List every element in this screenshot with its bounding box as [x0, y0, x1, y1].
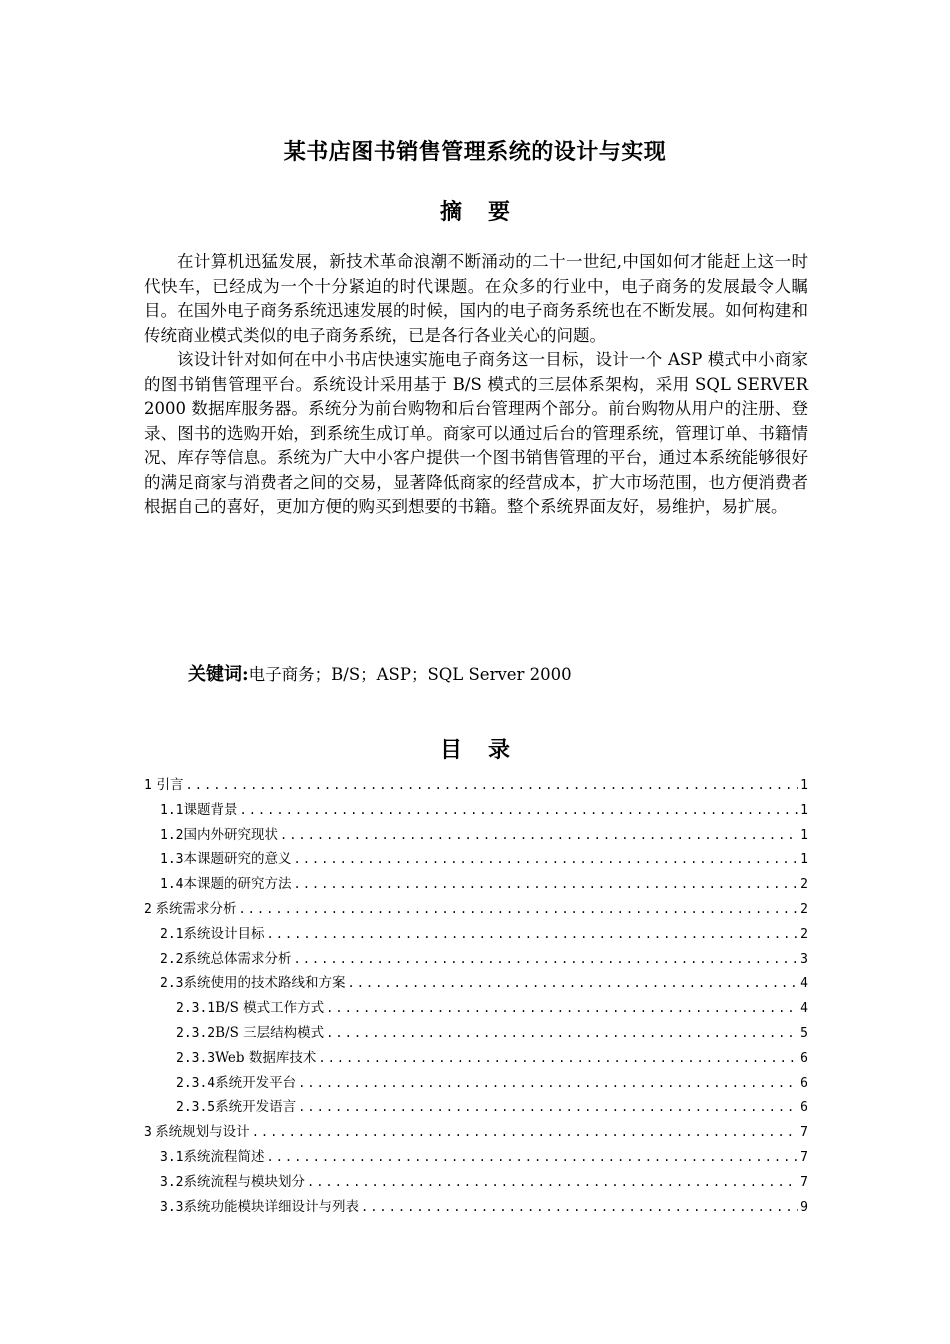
- toc-heading-char-2: 录: [488, 737, 511, 763]
- toc-dot-leader: [238, 897, 798, 922]
- keywords-text: 电子商务；B/S；ASP；SQL Server 2000: [248, 665, 572, 684]
- toc-entry-number: 1.1: [160, 802, 184, 818]
- toc-entry-page: 4: [800, 1001, 808, 1017]
- toc-entry-label: 系统开发语言: [215, 1099, 297, 1116]
- toc-entry[interactable]: [144, 823, 808, 848]
- toc-entry-label: 系统流程与模块划分: [183, 1173, 305, 1190]
- toc-entry-label: B/S 模式工作方式: [215, 1000, 325, 1017]
- keywords-label: 关键词:: [188, 664, 249, 685]
- toc-entry-number: 2: [144, 901, 152, 917]
- toc-entry-page: 6: [800, 1100, 808, 1116]
- abstract-heading: [0, 195, 950, 229]
- toc-dot-leader: [239, 798, 798, 823]
- abstract-heading-char-1: 摘: [439, 199, 462, 225]
- keywords-line: [188, 662, 572, 688]
- toc-entry[interactable]: [144, 996, 808, 1021]
- toc-heading-char-1: 目: [439, 737, 462, 763]
- toc-entry-number: 2.3: [160, 976, 184, 992]
- toc-entry[interactable]: [144, 1170, 808, 1195]
- toc-entry[interactable]: [144, 1021, 808, 1046]
- toc-entry-label: 本课题研究的意义: [183, 851, 292, 868]
- toc-entry-label: 课题背景: [183, 801, 238, 818]
- toc-dot-leader: [326, 996, 798, 1021]
- toc-dot-leader: [280, 823, 798, 848]
- toc-entry-page: 7: [800, 1149, 808, 1165]
- toc-entry-label: 系统需求分析: [155, 900, 237, 917]
- toc-dot-leader: [293, 947, 798, 972]
- toc-heading: [0, 733, 950, 767]
- toc-entry[interactable]: [144, 798, 808, 823]
- toc-entry-number: 3: [144, 1125, 152, 1141]
- toc-entry-page: 6: [800, 1075, 808, 1091]
- toc-dot-leader: [347, 971, 798, 996]
- toc-dot-leader: [266, 922, 798, 947]
- toc-entry[interactable]: [144, 872, 808, 897]
- toc-entry-number: 3.1: [160, 1149, 184, 1165]
- toc-entry[interactable]: [144, 1195, 808, 1220]
- toc-dot-leader: [293, 872, 798, 897]
- toc-entry[interactable]: [144, 1120, 808, 1145]
- table-of-contents: [144, 773, 808, 1219]
- toc-entry-label: 系统流程简述: [183, 1148, 265, 1165]
- toc-entry-page: 1: [800, 802, 808, 818]
- toc-entry-number: 2.3.2: [176, 1025, 216, 1041]
- toc-entry-label: 系统总体需求分析: [183, 950, 292, 967]
- toc-entry-label: 系统开发平台: [215, 1074, 297, 1091]
- toc-entry[interactable]: [144, 1046, 808, 1071]
- toc-entry-page: 3: [800, 951, 808, 967]
- document-title: 某书店图书销售管理系统的设计与实现: [283, 139, 667, 165]
- toc-dot-leader: [361, 1195, 798, 1220]
- toc-dot-leader: [326, 1021, 798, 1046]
- toc-entry-number: 1.4: [160, 877, 184, 893]
- toc-entry-page: 7: [800, 1174, 808, 1190]
- abstract-heading-char-2: 要: [488, 199, 511, 225]
- toc-entry[interactable]: [144, 897, 808, 922]
- toc-entry[interactable]: [144, 773, 808, 798]
- toc-entry-number: 1.3: [160, 852, 184, 868]
- toc-entry-label: 引言: [156, 777, 184, 793]
- toc-entry-label: 系统功能模块详细设计与列表: [183, 1198, 359, 1215]
- toc-dot-leader: [252, 1120, 798, 1145]
- toc-entry-number: 2.3.1: [176, 1001, 216, 1017]
- toc-entry-page: 1: [800, 778, 808, 793]
- toc-entry-number: 2.3.5: [176, 1100, 216, 1116]
- toc-dot-leader: [307, 1170, 798, 1195]
- toc-entry-page: 6: [800, 1050, 808, 1066]
- toc-entry-label: 系统规划与设计: [155, 1124, 250, 1141]
- toc-entry-number: 2.3.3: [176, 1050, 216, 1066]
- toc-entry-label: 系统使用的技术路线和方案: [183, 975, 346, 992]
- toc-entry-label: 国内外研究现状: [183, 826, 278, 843]
- toc-dot-leader: [298, 1071, 798, 1096]
- toc-entry-page: 5: [800, 1025, 808, 1041]
- toc-entry-page: 2: [800, 901, 808, 917]
- toc-dot-leader: [318, 1046, 798, 1071]
- toc-entry-number: 3.3: [160, 1199, 184, 1215]
- toc-entry-page: 4: [800, 976, 808, 992]
- toc-entry-page: 1: [800, 827, 808, 843]
- toc-entry-number: 3.2: [160, 1174, 184, 1190]
- toc-entry[interactable]: [144, 847, 808, 872]
- toc-dot-leader: [266, 1145, 798, 1170]
- toc-entry-number: 1.2: [160, 827, 184, 843]
- toc-entry-number: 1: [144, 778, 152, 793]
- toc-entry-page: 7: [800, 1125, 808, 1141]
- toc-entry-label: 系统设计目标: [183, 925, 265, 942]
- toc-entry-label: B/S 三层结构模式: [215, 1024, 325, 1041]
- toc-entry[interactable]: [144, 922, 808, 947]
- toc-entry-number: 2.2: [160, 951, 184, 967]
- toc-entry-label: 本课题的研究方法: [183, 876, 292, 893]
- toc-entry[interactable]: [144, 1145, 808, 1170]
- toc-dot-leader: [298, 1095, 798, 1120]
- abstract-paragraph: 该设计针对如何在中小书店快速实施电子商务这一目标，设计一个 ASP 模式中小商家的图书销售管理平台。系统设计采用基于 B/S 模式的三层体系架构，采用 SQL SERVER 2000 数据库服务器。系统分为前台购物和后台管理两个部分。前台购物从用户的注册、登录、图书的选购开始，到系统生成订单。商家可以通过后台的管理系统，管理订单、书籍情况、库存等信息。系统为广大中小客户提供一个图书销售管理的平台，通过本系统能够很好的满足商家与消费者之间的交易，显著降低商家的经营成本，扩大市场范围，也方便消费者根据自己的喜好，更加方便的购买到想要的书籍。整个系统界面友好，易维护，易扩展。: [144, 350, 808, 516]
- toc-entry[interactable]: [144, 1095, 808, 1120]
- toc-entry-page: 2: [800, 877, 808, 893]
- toc-dot-leader: [293, 847, 798, 872]
- toc-entry-page: 1: [800, 852, 808, 868]
- toc-entry-number: 2.1: [160, 926, 184, 942]
- toc-entry-page: 2: [800, 926, 808, 942]
- toc-entry[interactable]: [144, 947, 808, 972]
- toc-entry-number: 2.3.4: [176, 1075, 216, 1091]
- abstract-paragraph: 在计算机迅猛发展，新技术革命浪潮不断涌动的二十一世纪,中国如何才能赶上这一时代快车，已经成为一个十分紧迫的时代课题。在众多的行业中，电子商务的发展最令人瞩目。在国外电子商务系统迅速发展的时候，国内的电子商务系统也在不断发展。如何构建和传统商业模式类似的电子商务系统，已是各行各业关心的问题。: [144, 252, 808, 345]
- toc-entry-label: Web 数据库技术: [215, 1049, 317, 1066]
- toc-dot-leader: [186, 773, 799, 798]
- toc-entry-page: 9: [800, 1199, 808, 1215]
- abstract-body: [144, 250, 808, 520]
- toc-entry[interactable]: [144, 971, 808, 996]
- toc-entry[interactable]: [144, 1071, 808, 1096]
